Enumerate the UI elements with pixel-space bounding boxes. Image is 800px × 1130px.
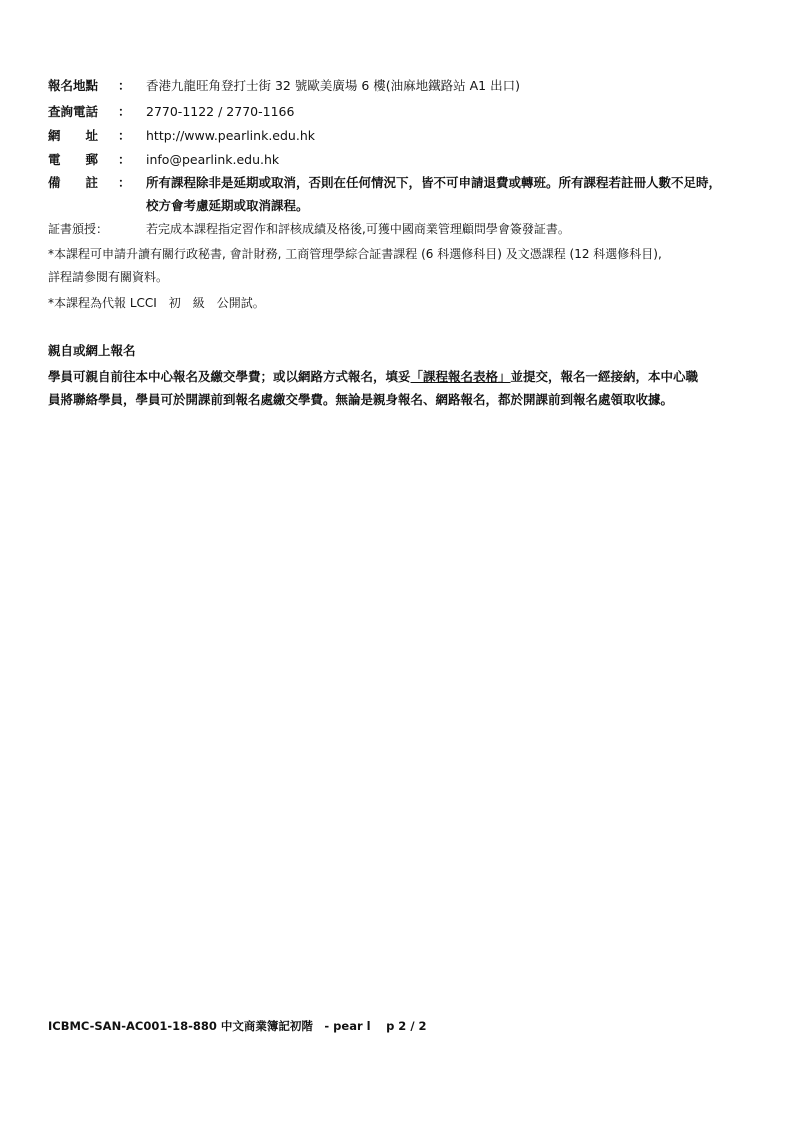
address-value: 香港九龍旺角登打士街 32 號歐美廣場 6 樓(油麻地鐵路站 A1 出口) [146,78,520,93]
phone-colon: ： [118,104,131,119]
certificate-value: 若完成本課程指定習作和評核成績及格後,可獲中國商業管理顧問學會簽發証書。 [146,222,570,236]
website-link[interactable]: http://www.pearlink.edu.hk [146,128,315,143]
phone-label: 查詢電話 [48,104,99,119]
page-footer: ICBMC-SAN-AC001-18-880 中文商業簿記初階 - pear l p 2 / 2 [48,1019,427,1033]
note-1-line-1: *本課程可申請升讀有關行政秘書, 會計財務, 工商管理學綜合証書課程 (6 科選修科目) 及文憑課程 (12 科選修科目), [48,247,662,261]
enrollment-text-after-link: 並提交，報名一經接納，本中心職 [510,369,699,384]
registration-form-link[interactable]: 「課程報名表格」 [410,369,511,384]
website-label: 網 址 [48,128,99,143]
note-1-line-2: 詳程請參閱有關資料。 [48,270,169,284]
website-colon: ： [118,128,131,143]
remarks-line-1: 所有課程除非是延期或取消，否則在任何情況下，皆不可申請退費或轉班。所有課程若註冊人數不足時， [146,175,722,190]
address-colon: ： [118,78,131,93]
remarks-label: 備 註 [48,175,99,190]
email-label: 電 郵 [48,152,99,167]
email-link[interactable]: info@pearlink.edu.hk [146,152,280,167]
certificate-row [48,219,768,239]
enrollment-text-before-link: 學員可親自前往本中心報名及繳交學費；或以網路方式報名，填妥 [48,369,411,384]
address-label: 報名地點 [48,78,99,93]
enrollment-paragraph-line-1 [48,367,698,387]
remarks-line-2: 校方會考慮延期或取消課程。 [146,198,309,213]
enrollment-heading: 親自或網上報名 [48,343,136,358]
enrollment-paragraph-line-2: 員將聯絡學員，學員可於開課前到報名處繳交學費。無論是親身報名、網路報名，都於開課前到報名處領取收據。 [48,392,674,407]
note-2: *本課程為代報 LCCI 初 級 公開試。 [48,296,265,310]
phone-value: 2770-1122 / 2770-1166 [146,104,295,119]
remarks-colon: ： [118,175,131,190]
certificate-label: 証書頒授： [48,222,109,236]
email-colon: ： [118,152,131,167]
